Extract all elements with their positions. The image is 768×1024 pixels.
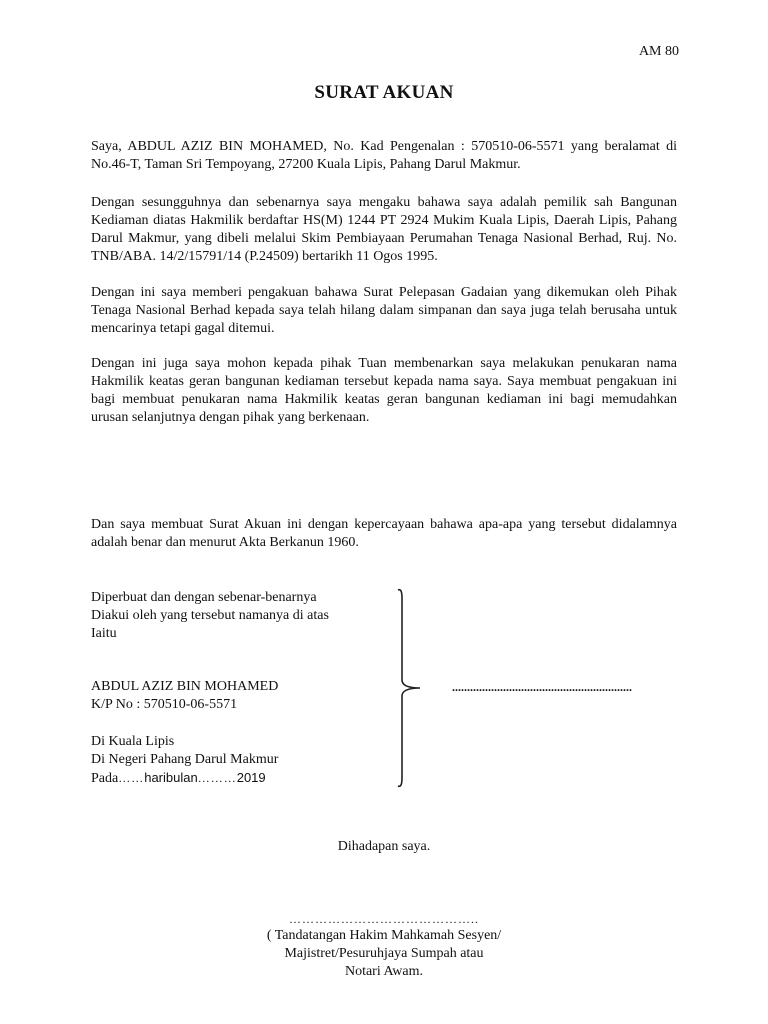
declarant-ic: K/P No : 570510-06-5571 — [91, 697, 238, 712]
paragraph-identity: Saya, ABDUL AZIZ BIN MOHAMED, No. Kad Pengenalan : 570510-06-5571 yang beralamat di No.46-T, Taman Sri Tempoyang, 27200 Kuala Lipis, Pahang Darul Makmur. — [91, 139, 677, 172]
paragraph-lost-document: Dengan ini saya memberi pengakuan bahawa Surat Pelepasan Gadaian yang dikemukan oleh Pihak Tenaga Nasional Berhad kepada saya telah hilang dalam simpanan dan saya juga telah berusaha untuk mencarinya tetapi gagal ditemui. — [91, 285, 677, 336]
witness-title-line-1: ( Tandatangan Hakim Mahkamah Sesyen/ — [266, 928, 502, 943]
declaration-line-3: Iaitu — [91, 626, 117, 641]
date-dots-day: …… — [118, 771, 145, 785]
declaration-date — [91, 769, 266, 788]
witness-title-line-2: Majistret/Pesuruhjaya Sumpah atau — [284, 946, 484, 961]
witness-title-line-3: Notari Awam. — [344, 964, 424, 979]
declaration-place-2: Di Negeri Pahang Darul Makmur — [91, 752, 279, 767]
paragraph-affirmation: Dan saya membuat Surat Akuan ini dengan kepercayaan bahawa apa-apa yang tersebut didalamnya adalah benar dan menurut Akta Berkanun 1960. — [91, 517, 677, 550]
declarant-name: ABDUL AZIZ BIN MOHAMED — [91, 679, 279, 694]
declaration-line-1: Diperbuat dan dengan sebenar-benarnya — [91, 590, 317, 605]
date-pada: Pada — [91, 771, 119, 786]
date-year: 2019 — [236, 770, 266, 785]
paragraph-request: Dengan ini juga saya mohon kepada pihak Tuan membenarkan saya melakukan penukaran nama Hakmilik keatas geran bangunan kediaman tersebut kepada nama saya. Saya membuat pengakuan ini bagi membuat penukaran nama Hakmilik keatas geran bangunan kediaman ini bagi memudahkan urusan selanjutnya dengan pihak yang berkenaan. — [91, 356, 677, 425]
declarant-signature-line: ............................................................ — [452, 680, 632, 694]
date-dots-month: ……… — [197, 771, 237, 785]
declaration-place-1: Di Kuala Lipis — [91, 734, 175, 749]
date-haribulan: haribulan — [144, 770, 198, 785]
witness-before-text: Dihadapan saya. — [337, 839, 431, 854]
page-title: SURAT AKUAN — [314, 82, 454, 103]
declaration-line-2: Diakui oleh yang tersebut namanya di atas — [91, 608, 329, 623]
document-code: AM 80 — [638, 44, 679, 59]
right-brace-icon — [396, 588, 428, 788]
paragraph-ownership: Dengan sesungguhnya dan sebenarnya saya mengaku bahawa saya adalah pemilik sah Bangunan Kediaman diatas Hakmilik berdaftar HS(M) 1244 PT 2924 Mukim Kuala Lipis, Daerah Lipis, Pahang Darul Makmur, yang dibeli melalui Skim Pembiayaan Perumahan Tenaga Nasional Berhad, Ruj. No. TNB/ABA. 14/2/15791/14 (P.24509) bertarikh 11 Ogos 1995. — [91, 195, 677, 264]
witness-signature-line: …………………………………….. — [289, 912, 479, 926]
